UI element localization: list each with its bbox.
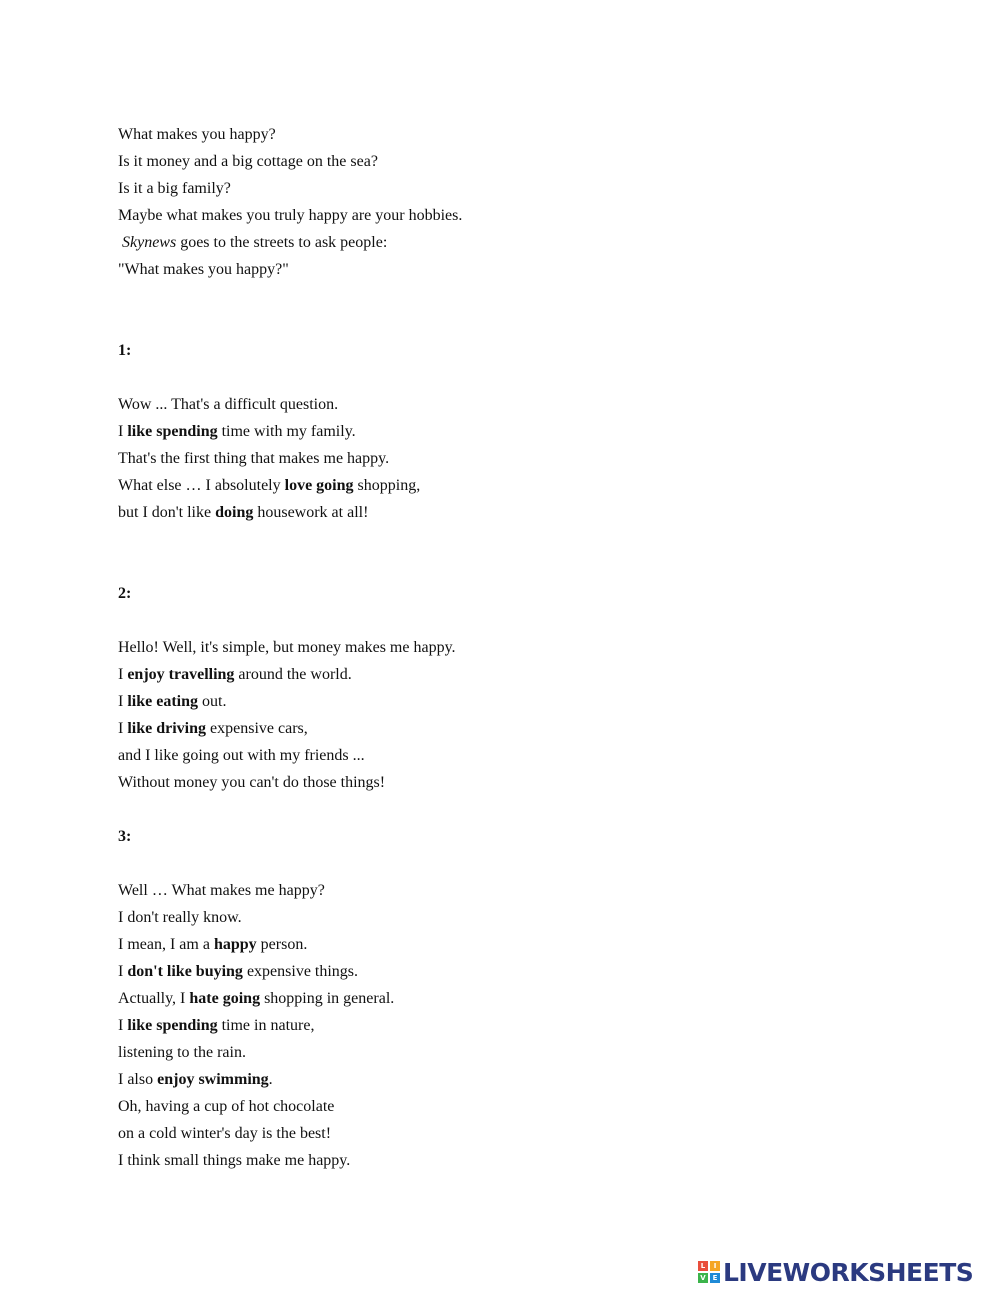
logo-block-e: E	[710, 1273, 720, 1283]
section-3-line: Oh, having a cup of hot chocolate	[118, 1098, 335, 1115]
section-2-line: Without money you can't do those things!	[118, 774, 386, 791]
section-3-heading: 3:	[118, 828, 132, 845]
skynews-rest: goes to the streets to ask people:	[176, 234, 388, 251]
section-2-line: and I like going out with my friends ...	[118, 747, 365, 764]
section-3-line: Well … What makes me happy?	[118, 882, 325, 899]
section-1-line: but I don't like doing housework at all!	[118, 504, 369, 521]
highlight-phrase: like driving	[127, 720, 207, 737]
highlight-phrase: love going	[284, 477, 354, 494]
highlight-phrase: enjoy travelling	[127, 666, 235, 683]
section-1-line: What else … I absolutely love going shopping,	[118, 477, 421, 494]
section-3-line: I don't like buying expensive things.	[118, 963, 359, 980]
section-2-line: I like eating out.	[118, 693, 227, 710]
liveworksheets-logo[interactable]	[698, 1258, 973, 1286]
highlight-phrase: doing	[215, 504, 254, 521]
section-3-line: listening to the rain.	[118, 1044, 246, 1061]
logo-block-i: I	[710, 1261, 720, 1271]
intro-line: Maybe what makes you truly happy are your hobbies.	[118, 207, 463, 224]
section-1-heading: 1:	[118, 342, 132, 359]
logo-block-v: V	[698, 1273, 708, 1283]
section-3-line: I also enjoy swimming.	[118, 1071, 273, 1088]
logo-wordmark: LIVEWORKSHEETS	[723, 1257, 974, 1287]
highlight-phrase: happy	[213, 936, 257, 953]
highlight-phrase: don't like buying	[127, 963, 243, 980]
section-3-line: Actually, I hate going shopping in general.	[118, 990, 395, 1007]
section-1-line: That's the first thing that makes me happy.	[118, 450, 390, 467]
section-2-line: Hello! Well, it's simple, but money makes me happy.	[118, 639, 456, 656]
section-3-line: I think small things make me happy.	[118, 1152, 351, 1169]
section-1-line: Wow ... That's a difficult question.	[118, 396, 339, 413]
intro-skynews-line	[118, 229, 938, 256]
intro-quote: "What makes you happy?"	[118, 261, 289, 278]
section-3-line: I mean, I am a happy person.	[118, 936, 308, 953]
highlight-phrase: like spending	[127, 423, 218, 440]
section-2-line: I enjoy travelling around the world.	[118, 666, 352, 683]
section-3-line: on a cold winter's day is the best!	[118, 1125, 332, 1142]
worksheet-text	[118, 121, 938, 1174]
logo-block-l: L	[698, 1261, 708, 1271]
section-3-line: I don't really know.	[118, 909, 242, 926]
intro-line: What makes you happy?	[118, 126, 276, 143]
highlight-phrase: hate going	[189, 990, 261, 1007]
logo-blocks-icon	[698, 1261, 720, 1283]
highlight-phrase: like eating	[127, 693, 198, 710]
section-1-line: I like spending time with my family.	[118, 423, 356, 440]
intro-line: Is it a big family?	[118, 180, 231, 197]
highlight-phrase: like spending	[127, 1017, 218, 1034]
intro-line: Is it money and a big cottage on the sea?	[118, 153, 378, 170]
section-2-heading: 2:	[118, 585, 132, 602]
section-3-line: I like spending time in nature,	[118, 1017, 315, 1034]
section-2-line: I like driving expensive cars,	[118, 720, 308, 737]
skynews-name: Skynews	[122, 234, 177, 251]
highlight-phrase: enjoy swimming	[157, 1071, 269, 1088]
